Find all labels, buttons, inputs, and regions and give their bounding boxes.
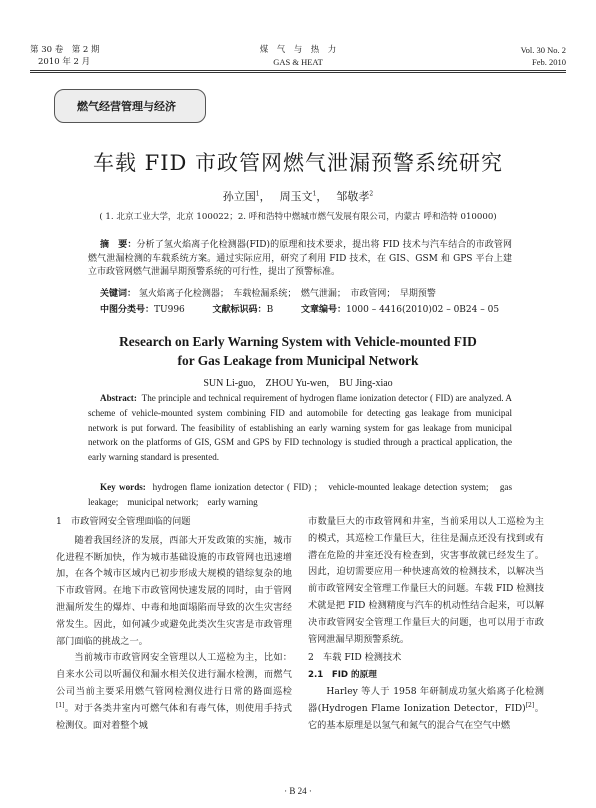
authors-cn: 孙立国$^1$， 周玉文$^1$， 邹敬孝$^2$: [222, 190, 374, 203]
authors-en: SUN Li-guo, ZHOU Yu-wen, BU Jing-xiao: [203, 378, 393, 389]
publication-date: 2010 年 2 月: [38, 57, 91, 67]
section-2-1-para-text: Harley 等人于 1958 年研制成功氢火焰离子化检测器(Hydrogen Flame Ionization Detector，FID): [308, 685, 544, 714]
section-2-1-para-tail: 。它的基本原理是以氢气和氮气的混合气在空气中燃: [308, 702, 544, 731]
title-cn: 车载 FID 市政管网燃气泄漏预警系统研究: [92, 151, 504, 175]
citation-2: [2]: [525, 701, 535, 709]
citation-1: [1]: [56, 701, 65, 709]
affiliation-cn: ( 1. 北京工业大学，北京 100022；2. 呼和浩特中燃城市燃气发展有限公司，内蒙古 呼和浩特 010000): [99, 212, 497, 222]
journal-name-cn: 煤 气 与 热 力: [259, 45, 337, 55]
header-rule-top: [30, 70, 566, 71]
section-1-para-2-tail: 。对于各类井室内可燃气体和有毒气体，则使用手持式检测仪。面对着整个城: [56, 702, 292, 731]
section-1-heading: 1 市政管网安全管理面临的问题: [56, 516, 191, 527]
clc-value: TU996: [154, 305, 185, 315]
column-tag: [54, 89, 206, 123]
title-en-line2: for Gas Leakage from Municipal Network: [177, 353, 419, 368]
volume-issue: 第 30 卷 第 2 期: [30, 45, 100, 55]
author-3: 邹敬孝: [336, 190, 370, 203]
author-2: 周玉文: [279, 190, 313, 203]
section-1-para-1: 随着我国经济的发展，西部大开发政策的实施，城市化进程不断加快，作为城市基础设施的市政管网也迅速增加，在各个城市区域内已初步形成大规模的错综复杂的地下市政管网。在地下市政管网快速发展的同时，由于管网泄漏所发生的爆炸、中毒和地面塌陷而导致的次生灾害经常发生。因此，如何减少或避免此类次生灾害是市政管理部门面临的挑战之一。: [56, 534, 292, 647]
abstract-en: [88, 391, 512, 465]
article-number-value: 1000 – 4416(2010)02 – 0B24 – 05: [345, 305, 500, 315]
keywords-cn-text: 氢火焰离子化检测器； 车载检漏系统； 燃气泄漏； 市政管网； 早期预警: [138, 289, 436, 299]
abstract-cn-text: 分析了氢火焰离子化检测器(FID)的原理和技术要求，提出将 FID 技术与汽车结合的市政管网燃气泄漏检测的车载系统方案。通过实际应用，研究了利用 FID 技术，在 GIS、GSM 和 GPS 平台上建立市政管网燃气泄漏早期预警系统的可行性，提出了预警标准。: [88, 240, 512, 277]
author-3-affil: 2: [369, 190, 374, 198]
keywords-en-text: hydrogen flame ionization detector ( FID) ; vehicle-mounted leakage detection system; gas leakage; municipal network; early warning: [88, 482, 512, 507]
author-1: 孙立国: [222, 190, 256, 203]
section-1-continued: 市数量巨大的市政管网和井室，当前采用以人工巡检为主的模式，其巡检工作量巨大，往往是漏点还没有找到或有潜在危险的井室还没有检查到，灾害事故就已经发生了。因此，迫切需要应用一种快速高效的检测技术，以解决当前市政管网安全管理工作量巨大的问题。车载 FID 检测技术就是把 FID 检测精度与汽车的机动性结合起来，可以解决市政管网安全管理工作量巨大的问题，也可以用于市政管网泄漏早期预警系统。: [308, 516, 544, 645]
abstract-cn-label: 摘 要：: [100, 240, 137, 250]
section-2-1-para: [308, 684, 544, 734]
journal-volume-info: [30, 44, 170, 68]
journal-volume-info-en: [426, 44, 566, 68]
journal-name: [198, 44, 398, 68]
section-2-1-heading: 2.1 FID 的原理: [308, 670, 377, 681]
section-1-para-2-text: 当前城市市政管网安全管理以人工巡检为主，比如：自来水公司以听漏仪和漏水相关仪进行漏水检测，而燃气公司当前主要采用燃气管网检测仪进行日常的路面巡检: [56, 652, 292, 697]
keywords-cn-label: 关键词：: [100, 289, 137, 299]
body-right-column: [308, 514, 544, 734]
keywords-en-label: Key words:: [100, 482, 146, 492]
page-number: · B 24 ·: [284, 786, 312, 796]
volume-issue-en: Vol. 30 No. 2: [520, 45, 566, 55]
clc-label: 中图分类号：: [100, 305, 155, 315]
keywords-cn: [100, 288, 512, 302]
column-tag-label: 燃气经营管理与经济: [77, 100, 176, 113]
abstract-cn: [88, 239, 512, 280]
body-left-column: [56, 514, 292, 734]
publication-date-en: Feb. 2010: [532, 57, 566, 67]
abstract-en-text: The principle and technical requirement of hydrogen flame ionization detector ( FID) are analyzed. A scheme of vehicle-mounted system combining FID and automobile for detecting gas leakage from municipal network is put forward. The feasibility of establishing an early warning system for gas leakage from municipal network on the platforms of GIS, GSM and GPS by FID technology is studied through a practical application, the early warning standard is presented.: [88, 393, 513, 463]
keywords-en: [88, 480, 512, 510]
section-1-para-2: [56, 650, 292, 734]
classification-line: [100, 304, 512, 318]
author-2-affil: 1: [312, 190, 317, 198]
journal-name-en: GAS & HEAT: [273, 57, 323, 67]
section-2-heading: 2 车载 FID 检测技术: [308, 652, 402, 664]
abstract-en-label: Abstract:: [100, 393, 137, 403]
header-rule-bottom: [30, 72, 566, 73]
doc-code-value: B: [266, 305, 274, 315]
author-1-affil: 1: [255, 190, 260, 198]
doc-code-label: 文献标识码：: [212, 305, 267, 315]
article-number-label: 文章编号：: [300, 305, 346, 315]
title-en-line1: Research on Early Warning System with Vehicle-mounted FID: [119, 334, 477, 349]
title-en: [0, 332, 596, 370]
